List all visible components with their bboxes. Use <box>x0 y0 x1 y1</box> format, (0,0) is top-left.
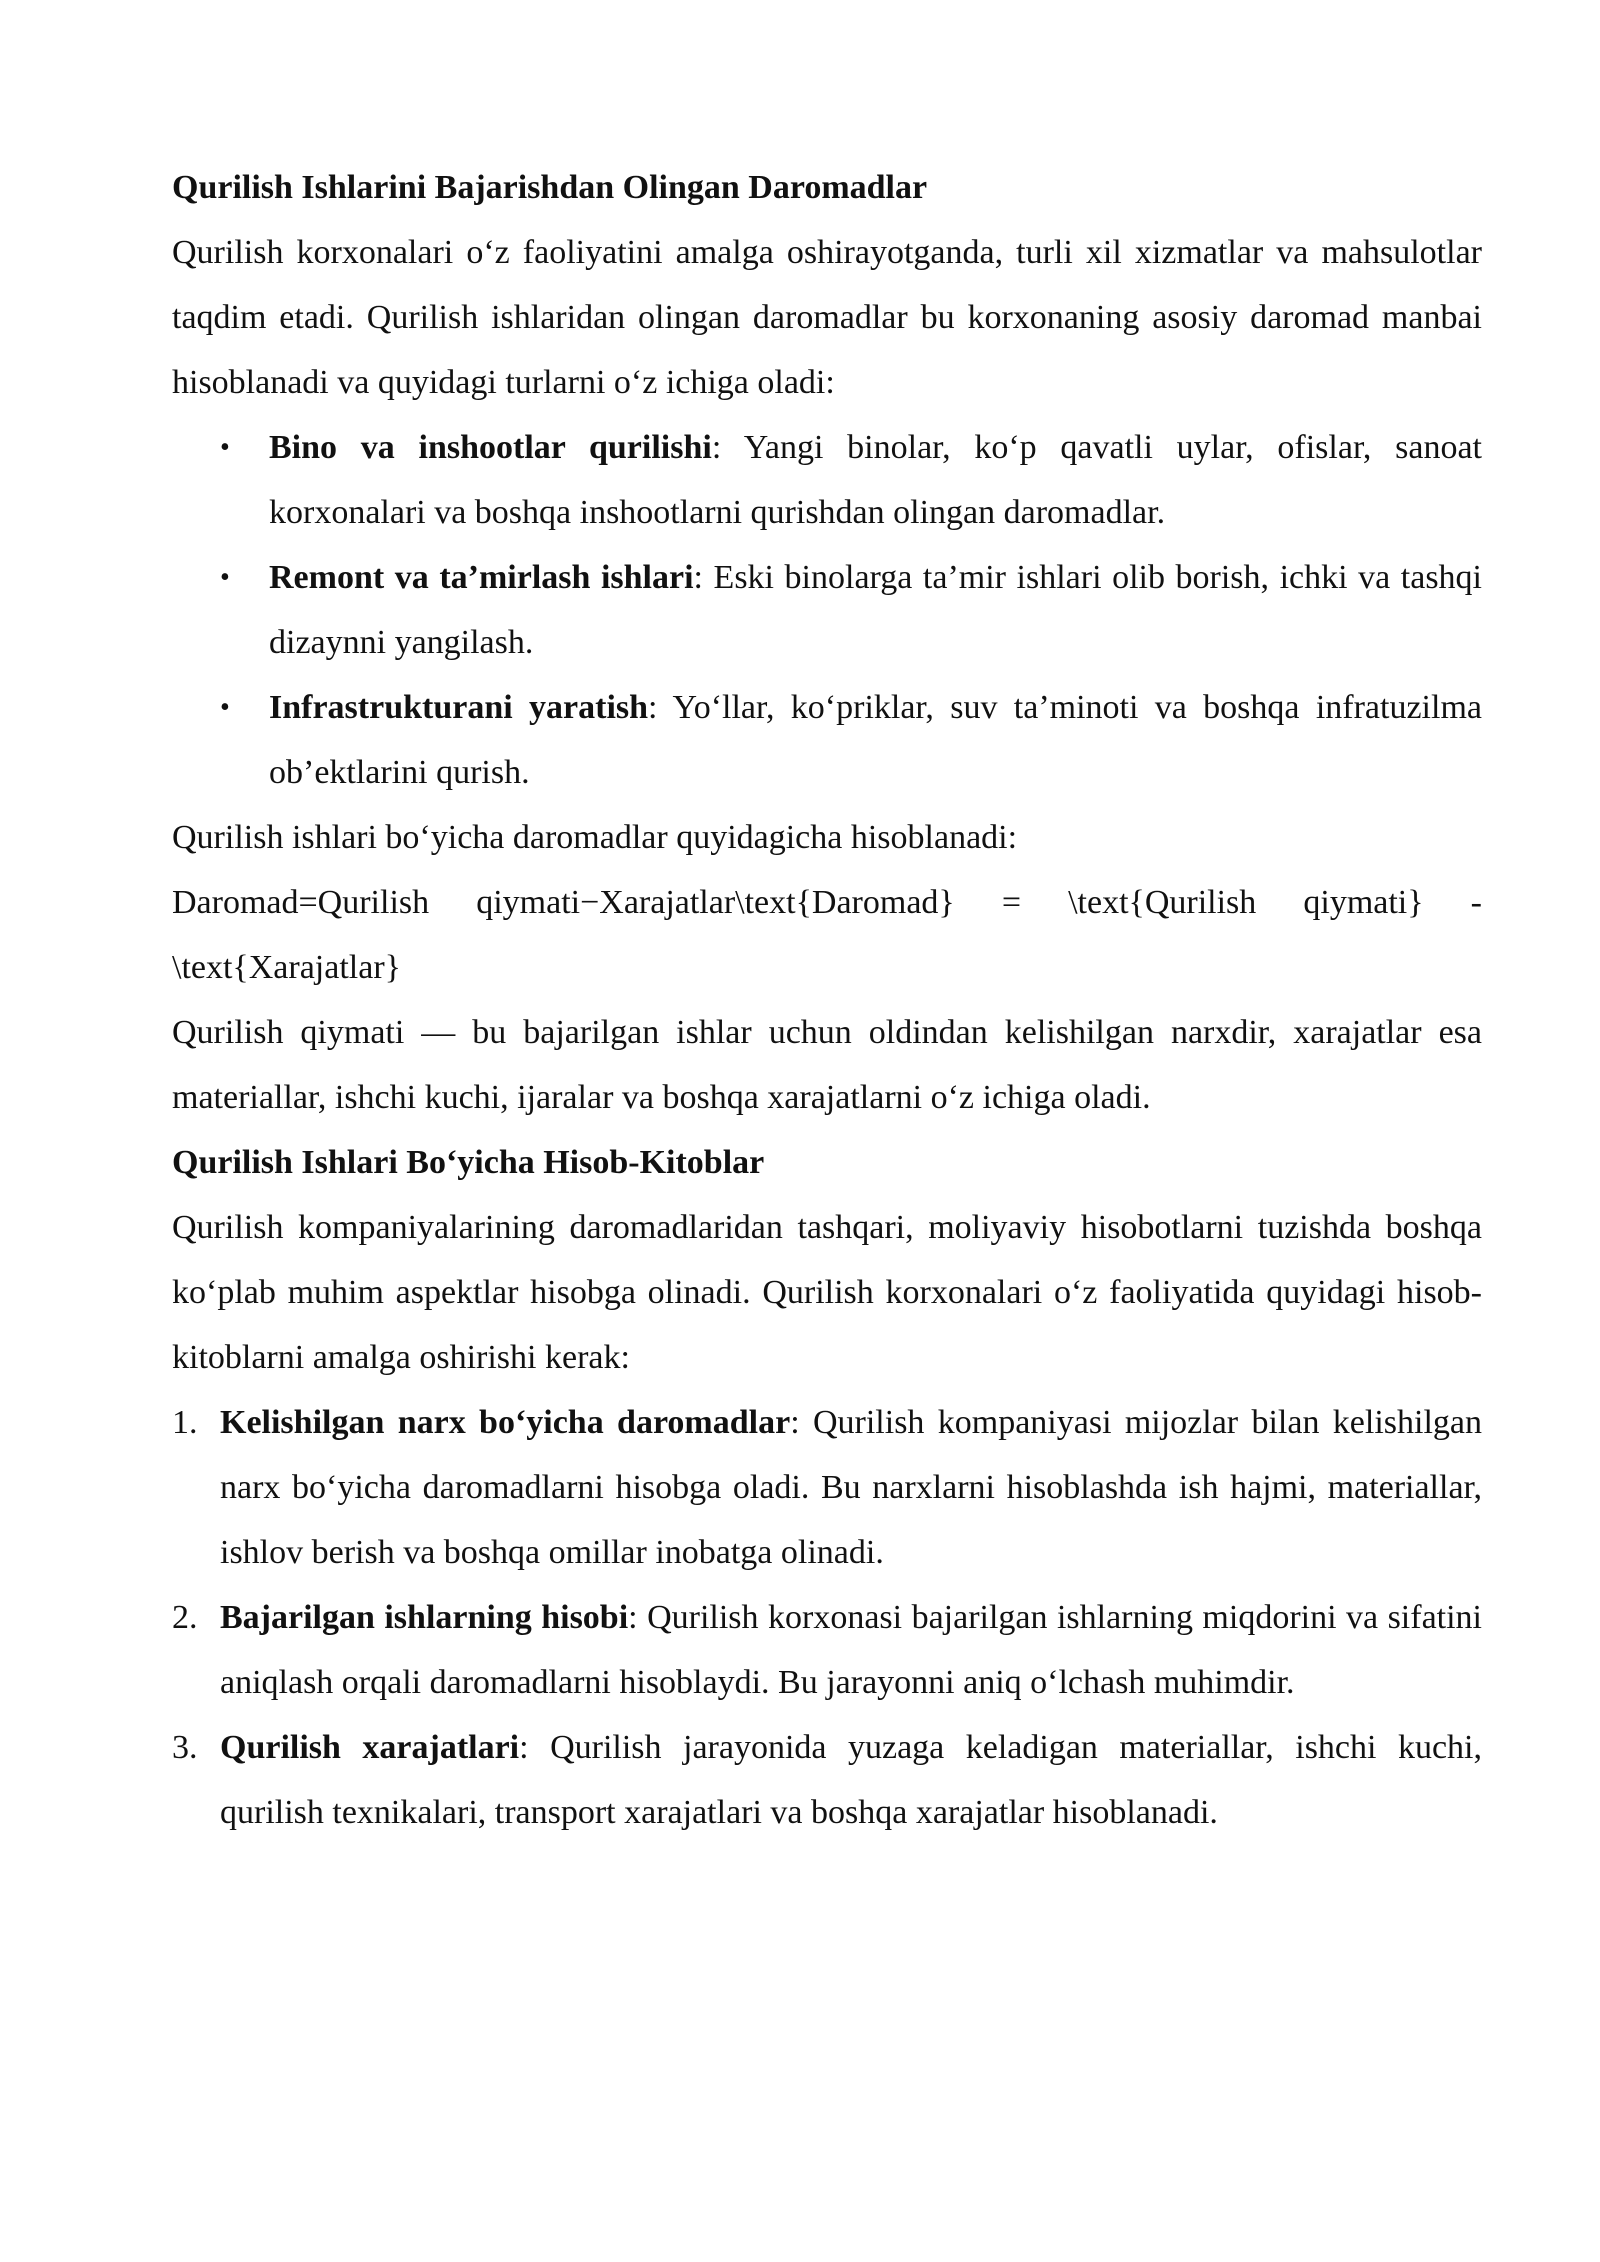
document-page <box>172 155 1482 1845</box>
list-item-text: : Qurilish korxonasi bajarilgan ishlarning miqdorini va sifatini aniqlash orqali daromadlarni hisoblaydi. Bu jarayonni aniq o‘lchash muhimdir. <box>220 1599 1482 1701</box>
list-item-term: Remont va ta’mirlash ishlari <box>269 559 694 596</box>
list-item-term: Bajarilgan ishlarning hisobi <box>220 1599 629 1636</box>
list-number: 2. <box>172 1599 198 1636</box>
list-item-term: Kelishilgan narx bo‘yicha daromadlar <box>220 1404 791 1441</box>
formula-intro-paragraph: Qurilish ishlari bo‘yicha daromadlar quyidagicha hisoblanadi: <box>172 819 1018 856</box>
list-item <box>172 1390 1482 1585</box>
list-item-term: Infrastrukturani yaratish <box>269 689 649 726</box>
list-item <box>172 415 1482 545</box>
section-heading-daromadlar: Qurilish Ishlarini Bajarishdan Olingan Daromadlar <box>172 169 928 206</box>
list-number: 1. <box>172 1404 198 1441</box>
list-item <box>172 675 1482 805</box>
formula-explanation-paragraph: Qurilish qiymati — bu bajarilgan ishlar uchun oldindan kelishilgan narxdir, xarajatlar esa materiallar, ishchi kuchi, ijaralar va boshqa xarajatlarni o‘z ichiga oladi. <box>172 1014 1482 1116</box>
list-item <box>172 1585 1482 1715</box>
list-number: 3. <box>172 1729 198 1766</box>
list-item <box>172 1715 1482 1845</box>
list-item-text: : Eski binolarga ta’mir ishlari olib borish, ichki va tashqi dizaynni yangilash. <box>269 559 1482 661</box>
section-intro-paragraph: Qurilish korxonalari o‘z faoliyatini amalga oshirayotganda, turli xil xizmatlar va mahsulotlar taqdim etadi. Qurilish ishlaridan olingan daromadlar bu korxonaning asosiy daromad manbai hisoblanadi va quyidagi turlarni o‘z ichiga oladi: <box>172 234 1482 401</box>
formula-paragraph: Daromad=Qurilish qiymati−Xarajatlar\text{Daromad} = \text{Qurilish qiymati} - \text{Xarajatlar} <box>172 884 1482 986</box>
section-intro-paragraph: Qurilish kompaniyalarining daromadlaridan tashqari, moliyaviy hisobotlarni tuzishda boshqa ko‘plab muhim aspektlar hisobga olinadi. Qurilish korxonalari o‘z faoliyatida quyidagi hisob-kitoblarni amalga oshirishi kerak: <box>172 1209 1482 1376</box>
bullet-marker: • <box>220 562 230 593</box>
list-item-term: Bino va inshootlar qurilishi <box>269 429 712 466</box>
income-types-list <box>172 415 1482 805</box>
list-item-text: : Qurilish jarayonida yuzaga keladigan materiallar, ishchi kuchi, qurilish texnikalari, transport xarajatlari va boshqa xarajatlar hisoblanadi. <box>220 1729 1482 1831</box>
list-item-text: : Qurilish kompaniyasi mijozlar bilan kelishilgan narx bo‘yicha daromadlarni hisobga oladi. Bu narxlarni hisoblashda ish hajmi, materiallar, ishlov berish va boshqa omillar inobatga olinadi. <box>220 1404 1482 1571</box>
list-item-text: : Yangi binolar, ko‘p qavatli uylar, ofislar, sanoat korxonalari va boshqa inshootlarni qurishdan olingan daromadlar. <box>269 429 1483 531</box>
section-heading-hisob-kitoblar: Qurilish Ishlari Bo‘yicha Hisob-Kitoblar <box>172 1144 765 1181</box>
list-item-text: : Yo‘llar, ko‘priklar, suv ta’minoti va boshqa infratuzilma ob’ektlarini qurish. <box>269 689 1482 791</box>
bullet-marker: • <box>220 692 230 723</box>
list-item-term: Qurilish xarajatlari <box>220 1729 520 1766</box>
list-item <box>172 545 1482 675</box>
calculations-list <box>172 1390 1482 1845</box>
bullet-marker: • <box>220 432 230 463</box>
